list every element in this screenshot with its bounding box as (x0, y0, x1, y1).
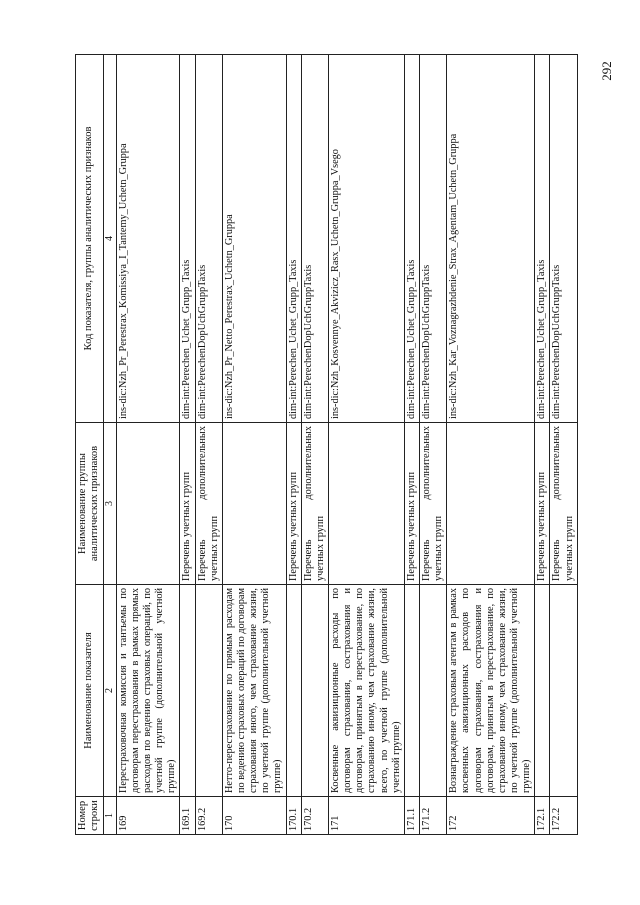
indicator-code: ins-dic:Nzh_Pr_Perestrax_Komissiya_I_Tantemy_Uchetn_Gruppa (116, 55, 180, 423)
table-row (222, 55, 286, 835)
table-row (447, 55, 535, 835)
column-number: 4 (103, 55, 116, 423)
rotated-page (75, 55, 615, 835)
row-number: 169.1 (180, 797, 195, 835)
column-number: 3 (103, 423, 116, 585)
table-row (535, 55, 550, 835)
indicator-name (180, 585, 195, 797)
indicator-name (404, 585, 419, 797)
indicator-name (419, 585, 446, 797)
header-row-number: Номер строки (76, 797, 104, 835)
table-row (419, 55, 446, 835)
row-number: 171 (329, 797, 405, 835)
page-number: 292 (599, 61, 614, 81)
row-number: 170.1 (286, 797, 301, 835)
group-name (222, 423, 286, 585)
group-name: Перечень дополнительных учетных групп (195, 423, 222, 585)
indicator-code: dim-int:PerechenDopUchGruppTaxis (301, 55, 328, 423)
row-number: 170 (222, 797, 286, 835)
indicator-name (286, 585, 301, 797)
group-name (116, 423, 180, 585)
column-number: 1 (103, 797, 116, 835)
row-number: 170.2 (301, 797, 328, 835)
table-row (195, 55, 222, 835)
table-row (404, 55, 419, 835)
table-row (116, 55, 180, 835)
group-name (447, 423, 535, 585)
group-name: Перечень учетных групп (404, 423, 419, 585)
row-number: 171.1 (404, 797, 419, 835)
indicator-name: Нетто-перестрахование по прямым расходам по ведению страховых операций по договорам страхования иного, чем страхование жизни, по учетной группе (дополнительной учетной группе) (222, 585, 286, 797)
group-name (329, 423, 405, 585)
row-number: 172 (447, 797, 535, 835)
row-number: 169.2 (195, 797, 222, 835)
table-row (550, 55, 577, 835)
indicator-code: dim-int:Perechen_Uchet_Grupp_Taxis (286, 55, 301, 423)
indicator-code: dim-int:PerechenDopUchGruppTaxis (550, 55, 577, 423)
group-name: Перечень учетных групп (180, 423, 195, 585)
row-number: 171.2 (419, 797, 446, 835)
indicator-code: ins-dic:Nzh_Pr_Netto_Perestrax_Uchetn_Gruppa (222, 55, 286, 423)
indicator-name: Перестраховочная комиссия и тантьемы по договорам перестрахования в рамках прямых расходов по ведению страховых операций, по учетной группе (дополнительной учетной группе) (116, 585, 180, 797)
indicator-name: Вознаграждение страховым агентам в рамках косвенных аквизиционных расходов по договорам страхования, сострахования и договорам, принятым в перестрахование, по страхованию иному, чем страхование жизни, по учетной группе (дополнительной учетной группе) (447, 585, 535, 797)
row-number: 169 (116, 797, 180, 835)
group-name: Перечень дополнительных учетных групп (301, 423, 328, 585)
table-row (301, 55, 328, 835)
indicator-name (550, 585, 577, 797)
group-name: Перечень учетных групп (535, 423, 550, 585)
row-number: 172.2 (550, 797, 577, 835)
group-name: Перечень учетных групп (286, 423, 301, 585)
indicator-code: dim-int:PerechenDopUchGruppTaxis (195, 55, 222, 423)
group-name: Перечень дополнительных учетных групп (419, 423, 446, 585)
header-code: Код показателя, группы аналитических признаков (76, 55, 104, 423)
header-indicator-name: Наименование показателя (76, 585, 104, 797)
indicator-code: dim-int:Perechen_Uchet_Grupp_Taxis (535, 55, 550, 423)
column-number-row (103, 55, 116, 835)
row-number: 172.1 (535, 797, 550, 835)
table-row (286, 55, 301, 835)
indicator-name (195, 585, 222, 797)
group-name: Перечень дополнительных учетных групп (550, 423, 577, 585)
indicator-code: dim-int:Perechen_Uchet_Grupp_Taxis (180, 55, 195, 423)
indicator-code: dim-int:PerechenDopUchGruppTaxis (419, 55, 446, 423)
indicator-code: ins-dic:Nzh_Kar_Voznagrazhdenie_Strax_Agentam_Uchetn_Gruppa (447, 55, 535, 423)
column-number: 2 (103, 585, 116, 797)
table-row (180, 55, 195, 835)
indicator-table (75, 54, 578, 835)
indicator-name (535, 585, 550, 797)
table-row (329, 55, 405, 835)
indicator-code: ins-dic:Nzh_Kosvennye_Akvizicz_Rasx_Uchetn_Gruppa_Vsego (329, 55, 405, 423)
header-row (76, 55, 104, 835)
header-group-name: Наименование группы аналитических признаков (76, 423, 104, 585)
indicator-name (301, 585, 328, 797)
indicator-name: Косвенные аквизиционные расходы по договорам страхования, сострахования и договорам, принятым в перестрахование, по страхованию иному, чем страхование жизни, всего, по учетной группе (дополнительной учетной группе) (329, 585, 405, 797)
indicator-code: dim-int:Perechen_Uchet_Grupp_Taxis (404, 55, 419, 423)
